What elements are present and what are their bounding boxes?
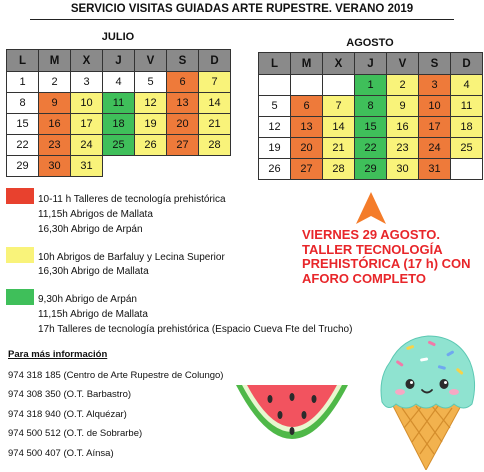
julio-day-19: 19: [135, 114, 167, 135]
agosto-day-27: 27: [291, 159, 323, 180]
agosto-day-17: 17: [419, 117, 451, 138]
legend-yellow-line-1: 10h Abrigos de Barfaluy y Lecina Superior: [38, 252, 225, 263]
julio-day-8: 8: [7, 93, 39, 114]
agosto-weekday-header: [259, 53, 483, 75]
info-phone-2: 974 308 350 (O.T. Barbastro): [8, 389, 132, 400]
info-phone-5: 974 500 407 (O.T. Aínsa): [8, 448, 114, 459]
julio-day-12: 12: [135, 93, 167, 114]
watermelon-icon: [232, 375, 352, 467]
julio-month-title: JULIO: [101, 31, 135, 43]
julio-day-28: 28: [199, 135, 231, 156]
legend-green-line-1: 9,30h Abrigo de Arpán: [38, 294, 137, 305]
agosto-day-22: 22: [355, 138, 387, 159]
agosto-day-18: 18: [451, 117, 483, 138]
agosto-weekday-m: M: [291, 53, 323, 75]
agosto-week-row: [259, 117, 483, 138]
agosto-day-30: 30: [387, 159, 419, 180]
julio-day-22: 22: [7, 135, 39, 156]
julio-day-17: 17: [71, 114, 103, 135]
julio-day-3: 3: [71, 72, 103, 93]
julio-weekday-d: D: [199, 50, 231, 72]
julio-day-21: 21: [199, 114, 231, 135]
agosto-week-row: [259, 96, 483, 117]
julio-weekday-header: [7, 50, 231, 72]
legend-red-line-2: 11,15h Abrigos de Mallata: [38, 209, 153, 220]
legend-swatch-yellow: [6, 247, 34, 263]
julio-day-29: 29: [7, 156, 39, 177]
agosto-weekday-l: L: [259, 53, 291, 75]
notice-line-1: VIERNES 29 AGOSTO.: [302, 227, 440, 242]
agosto-day-5: 5: [259, 96, 291, 117]
agosto-day-4: 4: [451, 75, 483, 96]
info-phone-3: 974 318 940 (O.T. Alquézar): [8, 409, 127, 420]
julio-day-16: 16: [39, 114, 71, 135]
julio-weekday-s: S: [167, 50, 199, 72]
agosto-day-9: 9: [387, 96, 419, 117]
agosto-day-31: 31: [419, 159, 451, 180]
agosto-day-12: 12: [259, 117, 291, 138]
legend-red-line-1: 10-11 h Talleres de tecnología prehistórica: [38, 194, 226, 205]
julio-week-row: [7, 114, 231, 135]
julio-day-7: 7: [199, 72, 231, 93]
agosto-weekday-j: J: [355, 53, 387, 75]
agosto-empty-cell: [451, 159, 483, 180]
arrow-up-icon: [356, 192, 386, 226]
agosto-day-26: 26: [259, 159, 291, 180]
agosto-empty-cell: [323, 75, 355, 96]
julio-day-18: 18: [103, 114, 135, 135]
julio-day-4: 4: [103, 72, 135, 93]
julio-weekday-m: M: [39, 50, 71, 72]
julio-day-13: 13: [167, 93, 199, 114]
legend-swatch-red: [6, 188, 34, 204]
agosto-day-23: 23: [387, 138, 419, 159]
agosto-day-16: 16: [387, 117, 419, 138]
agosto-day-13: 13: [291, 117, 323, 138]
legend-red-line-3: 16,30h Abrigo de Arpán: [38, 224, 143, 235]
julio-weekday-v: V: [135, 50, 167, 72]
agosto-day-15: 15: [355, 117, 387, 138]
julio-day-30: 30: [39, 156, 71, 177]
agosto-weekday-v: V: [387, 53, 419, 75]
agosto-day-24: 24: [419, 138, 451, 159]
julio-day-15: 15: [7, 114, 39, 135]
agosto-day-3: 3: [419, 75, 451, 96]
julio-week-row: [7, 156, 231, 177]
julio-day-1: 1: [7, 72, 39, 93]
julio-day-25: 25: [103, 135, 135, 156]
agosto-day-25: 25: [451, 138, 483, 159]
full-capacity-notice: [302, 228, 482, 286]
agosto-month-title: AGOSTO: [346, 37, 394, 49]
agosto-weekday-d: D: [451, 53, 483, 75]
legend-green-line-3: 17h Talleres de tecnología prehistórica (Espacio Cueva Fte del Trucho): [38, 324, 353, 335]
info-phone-1: 974 318 185 (Centro de Arte Rupestre de Colungo): [8, 370, 224, 381]
julio-weekday-l: L: [7, 50, 39, 72]
agosto-day-1: 1: [355, 75, 387, 96]
agosto-day-28: 28: [323, 159, 355, 180]
agosto-day-11: 11: [451, 96, 483, 117]
agosto-day-6: 6: [291, 96, 323, 117]
agosto-calendar: [258, 52, 483, 180]
julio-week-row: [7, 135, 231, 156]
julio-day-27: 27: [167, 135, 199, 156]
julio-day-9: 9: [39, 93, 71, 114]
legend-swatch-green: [6, 289, 34, 305]
notice-line-4: AFORO COMPLETO: [302, 270, 426, 286]
julio-day-2: 2: [39, 72, 71, 93]
page-title: SERVICIO VISITAS GUIADAS ARTE RUPESTRE. VERANO 2019: [30, 0, 454, 20]
julio-weekday-x: X: [71, 50, 103, 72]
agosto-empty-cell: [259, 75, 291, 96]
julio-day-6: 6: [167, 72, 199, 93]
julio-week-row: [7, 93, 231, 114]
agosto-empty-cell: [291, 75, 323, 96]
notice-line-2: TALLER TECNOLOGÍA: [302, 241, 443, 257]
legend-green-line-2: 11,15h Abrigo de Mallata: [38, 309, 148, 320]
julio-day-14: 14: [199, 93, 231, 114]
agosto-day-8: 8: [355, 96, 387, 117]
agosto-day-2: 2: [387, 75, 419, 96]
ice-cream-icon: [376, 332, 478, 470]
agosto-day-19: 19: [259, 138, 291, 159]
julio-day-31: 31: [71, 156, 103, 177]
agosto-week-row: [259, 138, 483, 159]
legend-yellow-line-2: 16,30h Abrigo de Mallata: [38, 266, 149, 277]
agosto-day-29: 29: [355, 159, 387, 180]
julio-day-10: 10: [71, 93, 103, 114]
julio-week-row: [7, 72, 231, 93]
julio-day-26: 26: [135, 135, 167, 156]
julio-day-23: 23: [39, 135, 71, 156]
info-phone-4: 974 500 512 (O.T. de Sobrarbe): [8, 428, 143, 439]
julio-day-11: 11: [103, 93, 135, 114]
info-title: Para más información: [8, 349, 108, 360]
julio-day-5: 5: [135, 72, 167, 93]
agosto-day-7: 7: [323, 96, 355, 117]
julio-day-20: 20: [167, 114, 199, 135]
agosto-day-10: 10: [419, 96, 451, 117]
agosto-day-14: 14: [323, 117, 355, 138]
julio-day-24: 24: [71, 135, 103, 156]
agosto-weekday-s: S: [419, 53, 451, 75]
agosto-day-20: 20: [291, 138, 323, 159]
agosto-week-row: [259, 75, 483, 96]
agosto-week-row: [259, 159, 483, 180]
agosto-day-21: 21: [323, 138, 355, 159]
agosto-weekday-x: X: [323, 53, 355, 75]
notice-line-3: PREHISTÓRICA (17 h) CON: [302, 256, 471, 271]
julio-weekday-j: J: [103, 50, 135, 72]
julio-calendar: [6, 49, 231, 177]
